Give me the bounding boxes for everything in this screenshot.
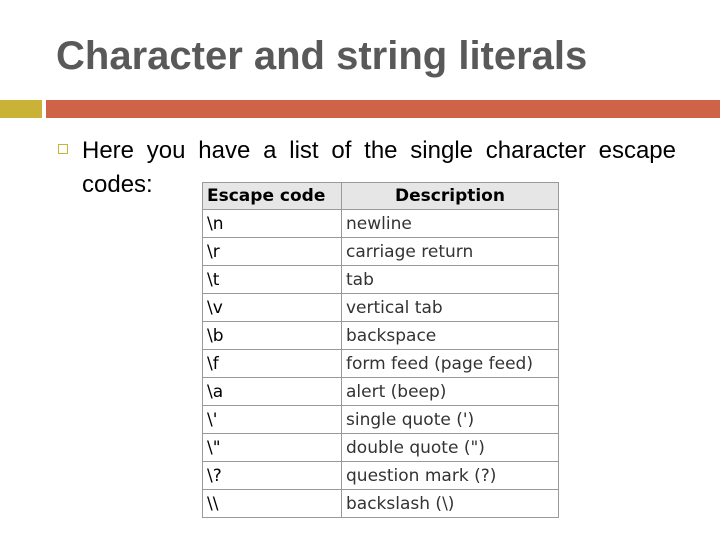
table-row [203,266,559,294]
description-cell: tab [342,266,559,294]
table-header-row [203,183,559,210]
bullet-text: Here you have a list of the single character escape codes: [82,137,676,198]
table-row [203,406,559,434]
table-row [203,350,559,378]
escape-code-table [202,182,559,518]
accent-bar-right [46,100,720,118]
description-cell: backslash (\) [342,490,559,518]
escape-code-cell: \b [203,322,342,350]
header-escape-code: Escape code [203,183,342,210]
escape-code-cell: \n [203,210,342,238]
description-cell: carriage return [342,238,559,266]
table-row [203,490,559,518]
description-cell: double quote (") [342,434,559,462]
escape-code-cell: \f [203,350,342,378]
table-row [203,238,559,266]
escape-code-cell: \t [203,266,342,294]
table-row [203,462,559,490]
description-cell: vertical tab [342,294,559,322]
table-row [203,294,559,322]
hollow-square-bullet-icon [58,144,68,154]
escape-code-cell: \r [203,238,342,266]
table-row [203,210,559,238]
description-cell: question mark (?) [342,462,559,490]
table-row [203,434,559,462]
description-cell: alert (beep) [342,378,559,406]
escape-code-cell: \? [203,462,342,490]
escape-code-cell: \v [203,294,342,322]
slide-title: Character and string literals [56,34,588,78]
description-cell: form feed (page feed) [342,350,559,378]
escape-code-cell: \a [203,378,342,406]
description-cell: newline [342,210,559,238]
accent-bar-left [0,100,42,118]
table-row [203,378,559,406]
escape-code-cell: \' [203,406,342,434]
description-cell: single quote (') [342,406,559,434]
header-description: Description [342,183,559,210]
table-row [203,322,559,350]
escape-code-cell: \\ [203,490,342,518]
escape-code-cell: \" [203,434,342,462]
description-cell: backspace [342,322,559,350]
